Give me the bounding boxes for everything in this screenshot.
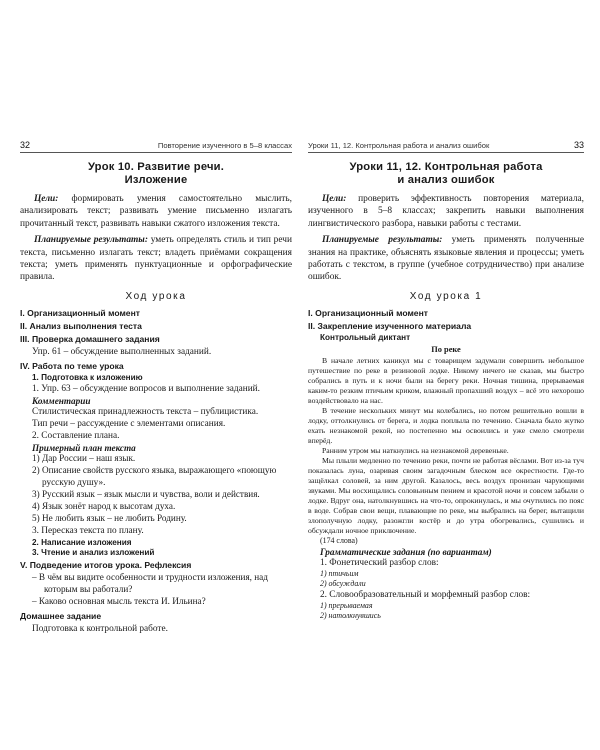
section-2: II. Анализ выполнения теста (20, 320, 142, 331)
left-page-header (20, 140, 292, 153)
section-2: II. Закрепление изученного материала (308, 320, 472, 331)
lesson-title-line-2: и анализ ошибок (397, 174, 495, 187)
left-page (20, 140, 292, 660)
step-3: 3. Пересказ текста по плану. (32, 525, 144, 536)
course-heading: Ход урока 1 (409, 290, 483, 302)
goals-paragraph (308, 193, 584, 230)
section-1: I. Организационный момент (308, 307, 428, 318)
comment-1: Стилистическая принадлежность текста – публицистика. (32, 406, 259, 417)
task-1: 1. Фонетический разбор слов: (320, 557, 439, 568)
comments-label: Комментарии (32, 395, 91, 406)
step-2: 2. Составление плана. (32, 431, 120, 442)
section-4-3: 3. Чтение и анализ изложений (32, 547, 155, 557)
page-number: 32 (20, 140, 31, 150)
results-paragraph (308, 234, 584, 284)
lesson-title (308, 161, 584, 188)
right-page-header (308, 140, 584, 153)
plan-item: 2) Описание свойств русского языка, выражающего «поющую русскую душу». (32, 465, 277, 488)
dictation-paragraph: В течение нескольких минут мы колебались, но потом решительно вошли в лодку, оттолкнулись от берега, и лодка поплыла по течению. Сначала было жутко ехать незнакомой рекой, но постепенно мы освоились и уже смело смотрели вперёд. (308, 405, 584, 445)
word-count: (174 слова) (320, 535, 358, 545)
goals-label: Цели: (322, 193, 347, 204)
section-4-1: 1. Подготовка к изложению (32, 372, 143, 382)
lesson-title-line-2: Изложение (124, 174, 188, 187)
task-1-item: 2) обсуждали (320, 579, 366, 589)
dictation-paragraph: Ранним утром мы наткнулись на незнакомой деревеньке. (322, 445, 509, 455)
task-1-item: 1) птичьим (320, 568, 359, 578)
goals-text: формировать умения самостоятельно мыслить, анализировать текст; развивать умение письменно излагать прочитанный текст, развивать навыки сжатого изложения текста. (20, 193, 292, 229)
dictation-paragraph: В начале летних каникул мы с товарищем задумали совершить небольшое путешествие по реке в резиновой лодке. Никому ничего не сказав, мы быстро собрались в путь и к ночи были на берегу реки. Ночная тишина, прерываемая каким-то резким птичьим криком, влажный пропахший воздух – всё это нехорошо воздействовало на нас. (308, 355, 584, 405)
homework-heading: Домашнее задание (20, 610, 102, 621)
goals-label: Цели: (34, 193, 59, 204)
section-4-2: 2. Написание изложения (32, 537, 132, 547)
tasks-label: Грамматические задания (по вариантам) (320, 546, 492, 557)
reflection-question-1: – В чём вы видите особенности и трудности изложения, над которым вы работали? (32, 571, 268, 594)
results-text: уметь определять стиль и тип речи текста, письменно излагать текст; владеть приёмами сокращения текста; уметь применять пунктуационные и орфографические правила. (20, 235, 292, 283)
dictation-label: Контрольный диктант (320, 332, 411, 342)
section-4-1-text: 1. Упр. 63 – обсуждение вопросов и выполнение заданий. (32, 383, 260, 394)
results-paragraph (20, 234, 292, 284)
plan-label: Примерный план текста (32, 443, 136, 454)
lesson-title (20, 161, 292, 188)
page-number: 33 (573, 140, 584, 150)
plan-item: 4) Язык зонёт народ к высотам духа. (32, 500, 176, 511)
comment-2: Тип речи – рассуждение с элементами описания. (32, 418, 226, 429)
section-1: I. Организационный момент (20, 307, 140, 318)
section-3-text: Упр. 61 – обсуждение выполненных заданий. (32, 346, 212, 357)
results-label: Планируемые результаты: (34, 235, 148, 246)
plan-item: 5) Не любить язык – не любить Родину. (32, 512, 187, 523)
task-2-item: 2) натолкнувшись (320, 611, 381, 621)
section-5: V. Подведение итогов урока. Рефлексия (20, 559, 192, 570)
section-4: IV. Работа по теме урока (20, 360, 124, 371)
goals-text: проверить эффективность повторения материала, изученного в 5–8 классах; закрепить навыки выполнения лингвистического разбора, навыки работы с тестами. (308, 193, 584, 229)
right-page (308, 140, 584, 660)
task-2: 2. Словообразовательный и морфемный разбор слов: (320, 590, 531, 601)
dictation-title: По реке (431, 344, 461, 354)
reflection-question-2: – Каково основная мысль текста И. Ильина? (32, 595, 206, 606)
goals-paragraph (20, 193, 292, 230)
plan-item: 1) Дар России – наш язык. (32, 453, 136, 464)
running-title: Повторение изученного в 5–8 классах (157, 141, 292, 150)
results-text: уметь применять полученные знания на практике, объяснять языковые явления и процессы; уметь работать с текстом, в группе (учебное сотрудничество) при анализе ошибок. (308, 235, 584, 283)
course-heading: Ход урока (125, 290, 187, 302)
task-2-item: 1) прерываемая (320, 601, 373, 611)
plan-item: 3) Русский язык – язык мысли и чувства, воли и действия. (32, 488, 260, 499)
results-label: Планируемые результаты: (322, 235, 443, 246)
lesson-title-line-1: Урок 10. Развитие речи. (87, 161, 225, 173)
homework-text: Подготовка к контрольной работе. (32, 623, 168, 634)
running-title: Уроки 11, 12. Контрольная работа и анализ ошибок (308, 141, 490, 150)
section-3: III. Проверка домашнего задания (20, 333, 160, 344)
lesson-title-line-1: Уроки 11, 12. Контрольная работа (349, 161, 543, 173)
dictation-paragraph: Мы плыли медленно по течению реки, почти не работая вёслами. Вот из-за туч показалась луна, озаривая своим загадочным блеском все окрестности. Где-то защёлкал соловей, за ним другой. Казалось, весь воздух пронизан чарующими звуками. Мы восхищались соловьиным пением и красотой ночи и совсем забыли о лодке. Вдруг она, натолкнувшись на что-то, опрокинулась, и мы очутились по пояс в воде. Собрав свои вещи, плавающие по реке, мы выбрались на берег, вытащили злополучную лодку, разожгли костёр и до утра обогревались, сушились и обсуждали ночное приключение. (308, 455, 584, 535)
